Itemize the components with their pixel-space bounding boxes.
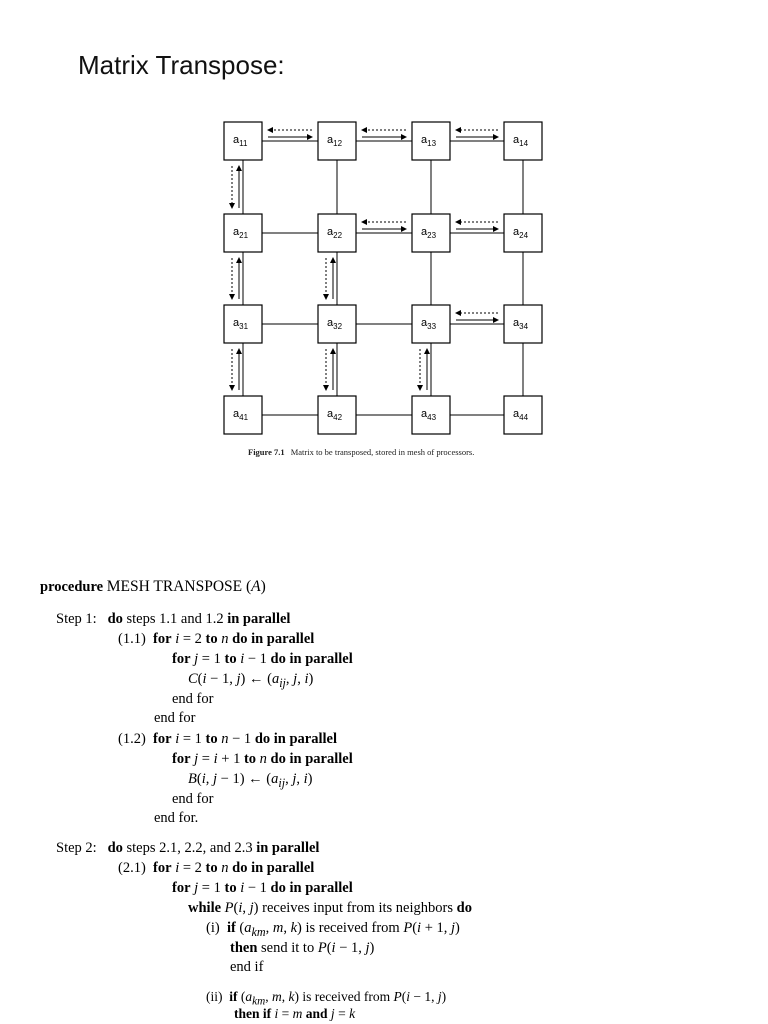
step1-2-inner-for: for j = i + 1 to n do in parallel: [172, 751, 353, 767]
step1-1-line: (1.1) for i = 2 to n do in parallel: [118, 631, 315, 647]
step1-1-assign: C(i − 1, j) ← ($a_{ij}$, j, i): [188, 671, 314, 690]
figure-caption-label: Figure 7.1: [248, 447, 285, 457]
cell-label: $a_{23}$: [421, 226, 437, 240]
step1-2-endfor-outer: end for.: [154, 810, 199, 826]
step1-2-line: (1.2) for i = 1 to n − 1 do in parallel: [118, 731, 337, 747]
step2-1-while: while P(i, j) receives input from its neighbors do: [188, 900, 472, 916]
cell-label: $a_{13}$: [421, 134, 437, 148]
step2-1-case-ii: (ii) if ($a_{km}$, m, k) is received from P(i − 1, j): [206, 989, 447, 1008]
step1-1-inner-for: for j = 1 to i − 1 do in parallel: [172, 651, 353, 667]
step1-1-endfor-inner: end for: [172, 691, 214, 707]
cell-label: $a_{41}$: [233, 408, 249, 422]
step2-line: Step 2: do steps 2.1, 2.2, and 2.3 in parallel: [56, 840, 320, 856]
cell-label: $a_{14}$: [513, 134, 529, 148]
cell-label: $a_{21}$: [233, 226, 249, 240]
step1-1-endfor-outer: end for: [154, 710, 196, 726]
cell-label: $a_{33}$: [421, 317, 437, 331]
step2-1-case-ii-then: then if i = m and j = k: [234, 1006, 356, 1021]
procedure-name: MESH TRANSPOSE (A): [106, 578, 266, 595]
cell-label: $a_{44}$: [513, 408, 529, 422]
step1-2-assign: B(i, j − 1) ← ($a_{ij}$, j, i): [188, 771, 313, 790]
procedure-header: [40, 578, 266, 596]
step2-1-line: (2.1) for i = 2 to n do in parallel: [118, 860, 315, 876]
step2-1-case-i: (i) if ($a_{km}$, m, k) is received from P(i + 1, j): [206, 920, 460, 939]
cell-label: $a_{12}$: [327, 134, 343, 148]
figure-caption: [248, 447, 474, 457]
cell-label: $a_{42}$: [327, 408, 343, 422]
step1-line: Step 1: do steps 1.1 and 1.2 in parallel: [56, 611, 291, 627]
step2-1-case-i-endif: end if: [230, 959, 264, 975]
cell-label: $a_{11}$: [233, 134, 248, 148]
cell-label: $a_{22}$: [327, 226, 343, 240]
step1-2-endfor-inner: end for: [172, 791, 214, 807]
mesh-figure: [0, 0, 768, 470]
cell-label: $a_{43}$: [421, 408, 437, 422]
procedure-keyword: procedure: [40, 579, 104, 595]
figure-caption-text: Matrix to be transposed, stored in mesh of processors.: [290, 447, 475, 457]
slide-title: Matrix Transpose:: [78, 50, 285, 80]
step2-1-inner-for: for j = 1 to i − 1 do in parallel: [172, 880, 353, 896]
cell-label: $a_{31}$: [233, 317, 249, 331]
cell-label: $a_{24}$: [513, 226, 529, 240]
step2-1-case-i-then: then send it to P(i − 1, j): [230, 940, 375, 956]
cell-label: $a_{32}$: [327, 317, 343, 331]
cell-label: $a_{34}$: [513, 317, 529, 331]
